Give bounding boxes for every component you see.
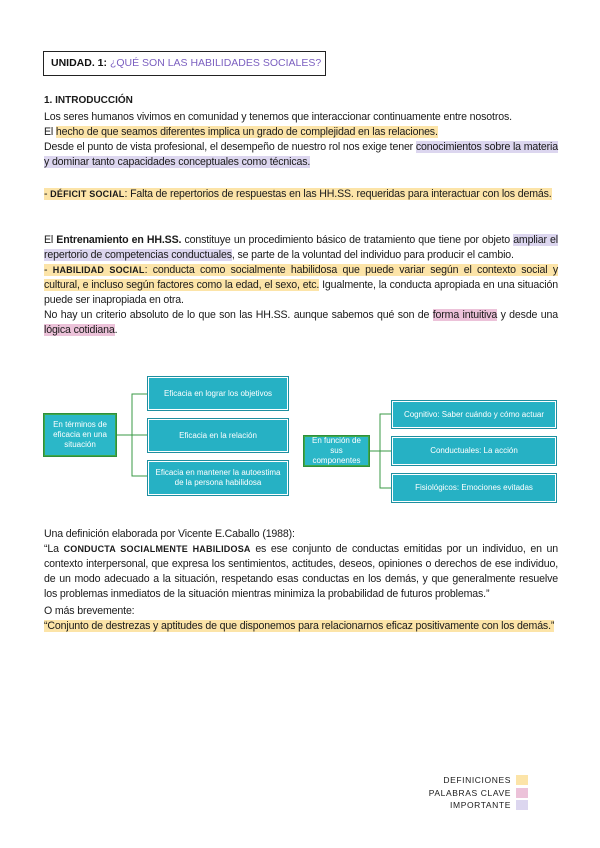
definition-section: [44, 527, 558, 634]
legend-row-palabras-clave: [429, 787, 528, 799]
training-paragraph: [44, 233, 558, 338]
training-post: , se parte de la voluntad del individuo para producir el cambio.: [231, 249, 514, 261]
training-term: Entrenamiento en HH.SS.: [56, 234, 182, 246]
componentes-hub-box: En función de sus componentes: [304, 436, 369, 466]
deficit-text: : Falta de repertorios de respuestas en las HH.SS. requeridas para interactuar con los demás.: [124, 188, 552, 200]
section-heading: 1. INTRODUCCIÓN: [44, 95, 133, 106]
unit-label: UNIDAD. 1:: [51, 57, 108, 69]
deficit-dash: -: [44, 188, 51, 200]
legend-swatch-importante: [516, 800, 528, 810]
definition-quote-rest: es ese conjunto de conductas emitidas por un individuo, en un contexto interpersonal, que expresa los sentimientos, actitudes, deseos, opiniones o derechos de ese individuo, de un modo adecuado a la situación, respetando esas conductas en los demás, y que generalmente resuelve los problemas inmediatos de la situación mientras minimiza la probabilidad de futuros problemas.”: [44, 543, 559, 600]
deficit-definition: [44, 188, 552, 200]
conocimientos-highlight: conocimientos sobre la materia y dominar tanto capacidades conceptuales como técnicas.: [44, 141, 558, 168]
deficit-term: DÉFICIT SOCIAL: [50, 189, 125, 199]
training-pre: El: [44, 234, 57, 246]
intro-line-2-pre: El: [44, 126, 56, 138]
legend-label-definiciones: DEFINICIONES: [443, 775, 511, 785]
forma-intuitiva-keyword: forma intuitiva: [432, 309, 498, 321]
brief-definition: “Conjunto de destrezas y aptitudes de que disponemos para relacionarnos eficaz positivamente con los demás.”: [44, 620, 555, 632]
legend-swatch-palabras-clave: [516, 788, 528, 798]
unit-question: ¿QUÉ SON LAS HABILIDADES SOCIALES?: [109, 57, 322, 69]
legend-row-definiciones: [429, 774, 528, 786]
connector-left-1: [116, 394, 148, 435]
brief-definition-line: [44, 619, 558, 634]
training-text: [44, 233, 558, 263]
habilidad-dash: -: [44, 264, 53, 276]
training-highlight: ampliar el repertorio de competencias conductuales: [44, 234, 558, 261]
eficacia-relacion-box: Eficacia en la relación: [148, 419, 288, 452]
definition-quote: [44, 542, 558, 602]
highlight-legend: [429, 774, 528, 812]
fisiologicos-box: Fisiológicos: Emociones evitadas: [392, 474, 556, 502]
diferencias-highlight: hecho de que seamos diferentes implica un grado de complejidad en las relaciones.: [55, 126, 438, 138]
criterio-text: [44, 308, 558, 338]
connector-right-1: [369, 414, 392, 451]
definition-intro: Una definición elaborada por Vicente E.Caballo (1988):: [44, 528, 295, 540]
connector-right-3: [380, 451, 392, 488]
cognitivo-box: Cognitivo: Saber cuándo y cómo actuar: [392, 401, 556, 428]
deficit-paragraph: [44, 187, 558, 202]
brief-intro: O más brevemente:: [44, 605, 135, 617]
legend-row-importante: [429, 799, 528, 811]
legend-swatch-definiciones: [516, 775, 528, 785]
criterio-post: .: [114, 324, 118, 336]
logica-cotidiana-keyword: lógica cotidiana: [44, 324, 115, 336]
criterio-pre: No hay un criterio absoluto de lo que son las HH.SS. aunque sabemos qué son de: [44, 309, 433, 321]
eficacia-autoestima-box: Eficacia en mantener la autoestima de la persona habilidosa: [148, 461, 288, 495]
habilidad-term: HABILIDAD SOCIAL: [52, 265, 145, 275]
intro-line-3: [44, 140, 558, 170]
intro-line-2: [44, 125, 558, 140]
conductuales-box: Conductuales: La acción: [392, 437, 556, 465]
intro-line-3-pre: Desde el punto de vista profesional, el desempeño de nuestro rol nos exige tener: [44, 141, 416, 153]
habilidad-highlight: : conducta como socialmente habilidosa que puede variar según el contexto social y cultural, e incluso según factores como la edad, el sexo, etc.: [44, 264, 559, 291]
definition-quote-open: “La: [44, 543, 64, 555]
legend-label-palabras-clave: PALABRAS CLAVE: [428, 787, 511, 798]
intro-line-1: Los seres humanos vivimos en comunidad y tenemos que interaccionar continuamente entre nosotros.: [44, 111, 512, 123]
intro-paragraph: [44, 110, 558, 170]
habilidad-post: Igualmente, la conducta apropiada en una situación puede ser inapropiada en otra.: [44, 279, 558, 306]
legend-label-importante: IMPORTANTE: [450, 800, 511, 810]
criterio-mid: y desde una: [497, 309, 558, 321]
eficacia-hub-box: En términos de eficacia en una situación: [44, 414, 116, 456]
unit-title-box: [43, 51, 326, 76]
conducta-habilidosa-term: CONDUCTA SOCIALMENTE HABILIDOSA: [63, 544, 251, 554]
connector-left-3: [132, 435, 148, 476]
training-mid: constituye un procedimiento básico de tratamiento que tiene por objeto: [181, 234, 514, 246]
habilidad-text: [44, 263, 558, 308]
eficacia-objetivos-box: Eficacia en lograr los objetivos: [148, 377, 288, 410]
